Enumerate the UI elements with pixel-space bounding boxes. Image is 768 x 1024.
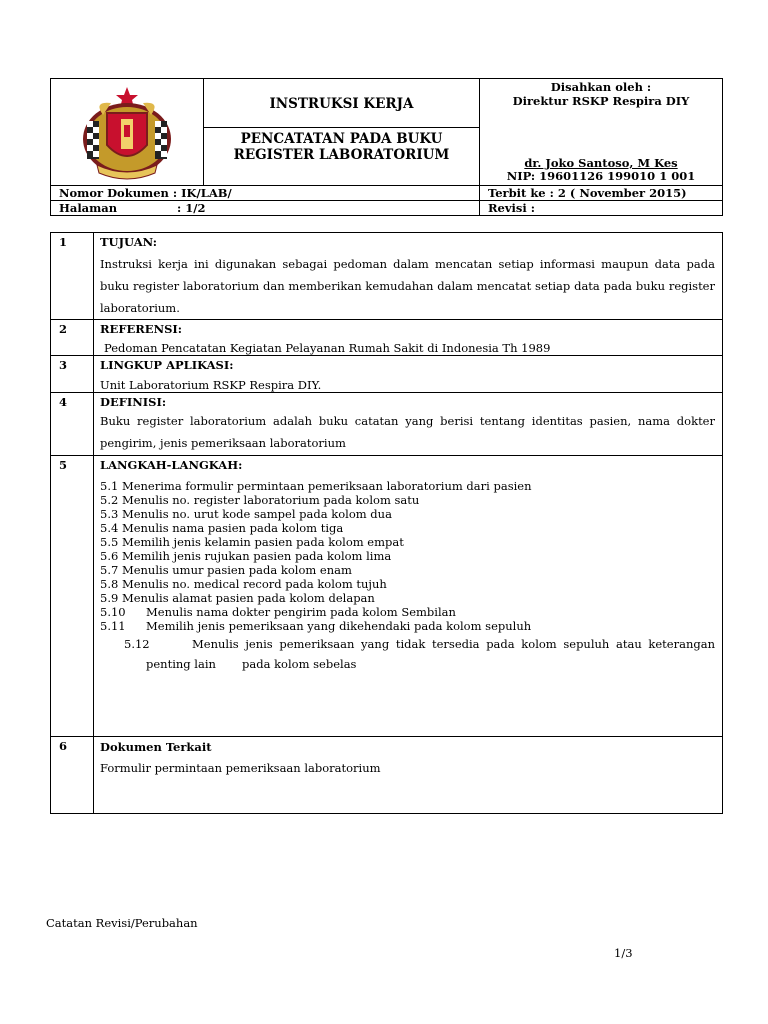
section-content — [94, 320, 723, 356]
section-row — [51, 233, 723, 320]
step-number: 5.11 — [100, 619, 126, 633]
revision-note: Catatan Revisi/Perubahan — [46, 916, 198, 930]
steps-list — [100, 479, 715, 671]
section-title: DEFINISI: — [100, 395, 167, 409]
doc-type-cell — [204, 79, 480, 128]
step-text: Menulis nama dokter pengirim pada kolom Sembilan — [146, 605, 456, 619]
doc-title-line1: PENCATATAN PADA BUKU — [240, 131, 443, 148]
section-title: REFERENSI: — [100, 322, 183, 336]
section-text: Instruksi kerja ini digunakan sebagai pedoman dalam mencatan setiap informasi maupun data pada buku register laboratorium dan memberikan kemudahan dalam mencatat setiap data pada buku register laboratorium. — [100, 257, 715, 315]
step-text: Memilih jenis pemeriksaan yang dikehendaki pada kolom sepuluh — [146, 619, 532, 633]
section-text: Pedoman Pencatatan Kegiatan Pelayanan Rumah Sakit di Indonesia Th 1989 — [104, 341, 551, 355]
list-item: 5.6 Memilih jenis rujukan pasien pada kolom lima — [100, 549, 392, 563]
signatory-name: dr. Joko Santoso, M Kes — [524, 156, 678, 170]
section-text: Unit Laboratorium RSKP Respira DIY. — [100, 378, 322, 392]
page-label: Halaman — [59, 201, 118, 215]
section-content — [94, 233, 723, 320]
section-row — [51, 356, 723, 393]
list-item: 5.4 Menulis nama pasien pada kolom tiga — [100, 521, 344, 535]
list-item — [100, 619, 715, 633]
issue-info: Terbit ke : 2 ( November 2015) — [480, 186, 723, 201]
doc-type: INSTRUKSI KERJA — [269, 96, 414, 112]
list-item: 5.2 Menulis no. register laboratorium pada kolom satu — [100, 493, 420, 507]
approval-cell — [480, 79, 723, 186]
section-row — [51, 737, 723, 814]
section-number: 1 — [51, 233, 94, 320]
page-number: 1/3 — [614, 946, 633, 960]
section-title: LANGKAH-LANGKAH: — [100, 458, 243, 472]
section-title: LINGKUP APLIKASI: — [100, 358, 234, 372]
section-title: Dokumen Terkait — [100, 740, 212, 754]
signatory-nip: NIP: 19601126 199010 1 001 — [506, 169, 696, 183]
coat-of-arms-logo — [77, 85, 177, 183]
doc-title-line2: REGISTER LABORATORIUM — [233, 147, 450, 164]
section-content — [94, 356, 723, 393]
section-row — [51, 320, 723, 356]
section-number: 2 — [51, 320, 94, 356]
list-item-continuation — [100, 657, 715, 671]
section-text: Formulir permintaan pemeriksaan laboratorium — [100, 761, 381, 775]
section-text: Buku register laboratorium adalah buku catatan yang berisi tentang identitas pasien, nama dokter pengirim, jenis pemeriksaan laboratorium — [100, 414, 715, 450]
step-text: pada kolom sebelas — [242, 657, 357, 671]
logo-cell — [51, 79, 204, 186]
section-row — [51, 456, 723, 737]
step-text: penting lain — [146, 657, 216, 671]
section-title: TUJUAN: — [100, 235, 157, 249]
list-item: 5.3 Menulis no. urut kode sampel pada kolom dua — [100, 507, 392, 521]
list-item — [100, 633, 715, 655]
revision-info: Revisi : — [480, 201, 723, 216]
step-number: 5.10 — [100, 605, 126, 619]
step-text: Menulis jenis pemeriksaan yang tidak tersedia pada kolom sepuluh atau keterangan — [192, 637, 715, 651]
doc-title-cell — [204, 128, 480, 186]
section-number: 6 — [51, 737, 94, 814]
section-content — [94, 393, 723, 456]
section-number: 5 — [51, 456, 94, 737]
list-item — [100, 605, 715, 619]
doc-number: Nomor Dokumen : IK/LAB/ — [51, 186, 480, 201]
document-header-table — [50, 78, 723, 216]
section-number: 4 — [51, 393, 94, 456]
list-item: 5.1 Menerima formulir permintaan pemeriksaan laboratorium dari pasien — [100, 479, 532, 493]
page-value: : 1/2 — [177, 201, 206, 215]
list-item: 5.8 Menulis no. medical record pada kolom tujuh — [100, 577, 387, 591]
list-item: 5.5 Memilih jenis kelamin pasien pada kolom empat — [100, 535, 404, 549]
page-info — [51, 201, 480, 216]
list-item: 5.9 Menulis alamat pasien pada kolom delapan — [100, 591, 375, 605]
list-item: 5.7 Menulis umur pasien pada kolom enam — [100, 563, 352, 577]
content-table — [50, 232, 723, 814]
section-row — [51, 393, 723, 456]
section-number: 3 — [51, 356, 94, 393]
approved-by-role: Direktur RSKP Respira DIY — [512, 94, 690, 108]
step-number: 5.12 — [124, 637, 150, 651]
section-content — [94, 456, 723, 737]
approved-by-label: Disahkan oleh : — [550, 80, 652, 94]
section-content — [94, 737, 723, 814]
